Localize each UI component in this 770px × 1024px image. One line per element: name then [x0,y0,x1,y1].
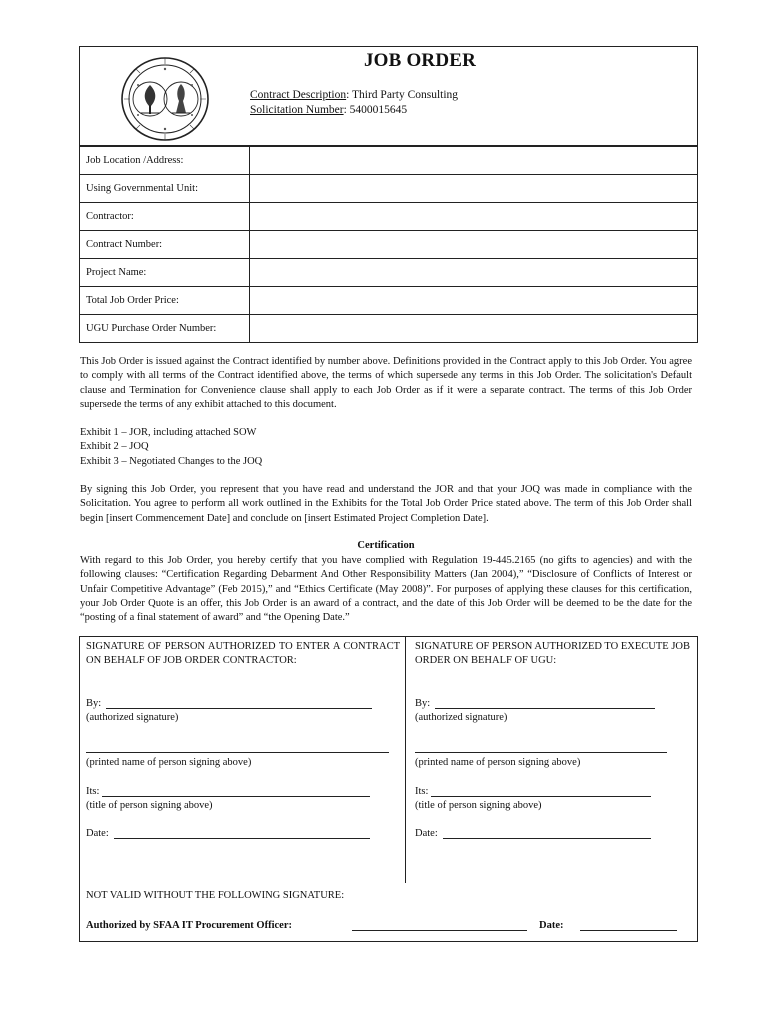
left-date-label: Date: [86,828,109,839]
page-title: JOB ORDER [363,50,477,71]
right-printed-name-caption: (printed name of person signing above) [415,757,581,768]
right-by-label: By: [415,698,431,709]
left-signature-heading: SIGNATURE OF PERSON AUTHORIZED TO ENTER A CONTRACT ON BEHALF OF JOB ORDER CONTRACTOR: [86,641,400,666]
left-title-caption: (title of person signing above) [86,800,213,811]
right-date-label: Date: [415,828,438,839]
field-label: UGU Purchase Order Number: [80,315,250,343]
right-signature-heading: SIGNATURE OF PERSON AUTHORIZED TO EXECUTE JOB ORDER ON BEHALF OF UGU: [415,641,690,666]
field-value-input[interactable] [250,175,698,203]
signature-divider [405,637,406,883]
left-date-line[interactable] [114,838,370,839]
field-value-input[interactable] [250,147,698,175]
intro-paragraph: This Job Order is issued against the Contract identified by number above. Definitions provided in the Contract apply to this Job Order. You agree to comply with all terms of the Contract identified above, the terms of which supersede any terms in this Job Order. The solicitation's Default clause and Termination for Convenience clause shall apply to each Job Order as if it were a separate contract. The terms of this Job Order supersede the terms of any exhibit attached to this document. [80,356,692,410]
field-row [80,315,698,343]
field-row [80,231,698,259]
field-label: Contractor: [80,203,250,231]
solicitation-number [250,104,407,116]
exhibit-item: Exhibit 1 – JOR, including attached SOW [80,427,257,438]
field-value-input[interactable] [250,315,698,343]
left-authorized-signature-caption: (authorized signature) [86,712,179,723]
right-title-line[interactable] [431,796,651,797]
field-row [80,287,698,315]
field-row [80,147,698,175]
field-label: Total Job Order Price: [80,287,250,315]
state-seal-icon [120,55,210,143]
contract-description-value: : Third Party Consulting [346,89,459,101]
field-label: Job Location /Address: [80,147,250,175]
signing-paragraph: By signing this Job Order, you represent that you have read and understand the JOR and that your JOQ was made in compliance with the Solicitation. You agree to perform all work outlined in the Exhibits for the Total Job Order Price stated above. The term of this Job Order shall begin [insert Commencement Date] and conclude on [insert Estimated Project Completion Date]. [80,484,692,524]
exhibit-list [80,426,692,469]
right-printed-name-line[interactable] [415,752,667,753]
left-printed-name-line[interactable] [86,752,389,753]
exhibit-item: Exhibit 2 – JOQ [80,441,149,453]
field-label: Using Governmental Unit: [80,175,250,203]
right-date-line[interactable] [443,838,651,839]
left-printed-name-caption: (printed name of person signing above) [86,757,252,768]
final-date-line[interactable] [580,930,677,931]
field-label: Contract Number: [80,231,250,259]
right-authorized-signature-caption: (authorized signature) [415,712,508,723]
contract-description-label: Contract Description [250,89,347,101]
field-value-input[interactable] [250,231,698,259]
field-row [80,203,698,231]
left-signature-line[interactable] [106,708,372,709]
solicitation-number-label: Solicitation Number [250,104,344,116]
right-title-caption: (title of person signing above) [415,800,542,811]
left-title-line[interactable] [102,796,370,797]
exhibit-item: Exhibit 3 – Negotiated Changes to the JOQ [80,455,263,467]
procurement-officer-signature-line[interactable] [352,930,527,931]
right-signature-line[interactable] [435,708,655,709]
certification-paragraph: With regard to this Job Order, you hereby certify that you have complied with Regulation 19-445.2165 (no gifts to agencies) and with the following clauses: “Certification Regarding Debarment And Other Responsibility Matters (Jan 2004),” “Disclosure of Conflicts of Interest or Unfair Competitive Advantage” (Feb 2015),” and “Ethics Certificate (May 2008)”. For purposes of applying these clauses for this certification, your Job Order Quote is an offer, this Job Order is an award of a contract, and the date of this Job Order will be deemed to be the date for the “posting of a final statement of award” and “the Opening Date.” [80,555,692,624]
solicitation-number-value: : 5400015645 [343,104,408,116]
job-order-fields [79,146,698,343]
left-its-label: Its: [86,786,100,797]
authorized-by-label: Authorized by SFAA IT Procurement Officer: [86,920,292,931]
not-valid-notice: NOT VALID WITHOUT THE FOLLOWING SIGNATURE: [86,890,345,901]
contract-description [250,89,458,101]
left-by-label: By: [86,698,102,709]
certification-heading: Certification [357,540,415,551]
final-date-label: Date: [539,920,564,931]
right-its-label: Its: [415,786,429,797]
field-value-input[interactable] [250,203,698,231]
field-row [80,259,698,287]
field-value-input[interactable] [250,259,698,287]
field-label: Project Name: [80,259,250,287]
field-row [80,175,698,203]
field-value-input[interactable] [250,287,698,315]
